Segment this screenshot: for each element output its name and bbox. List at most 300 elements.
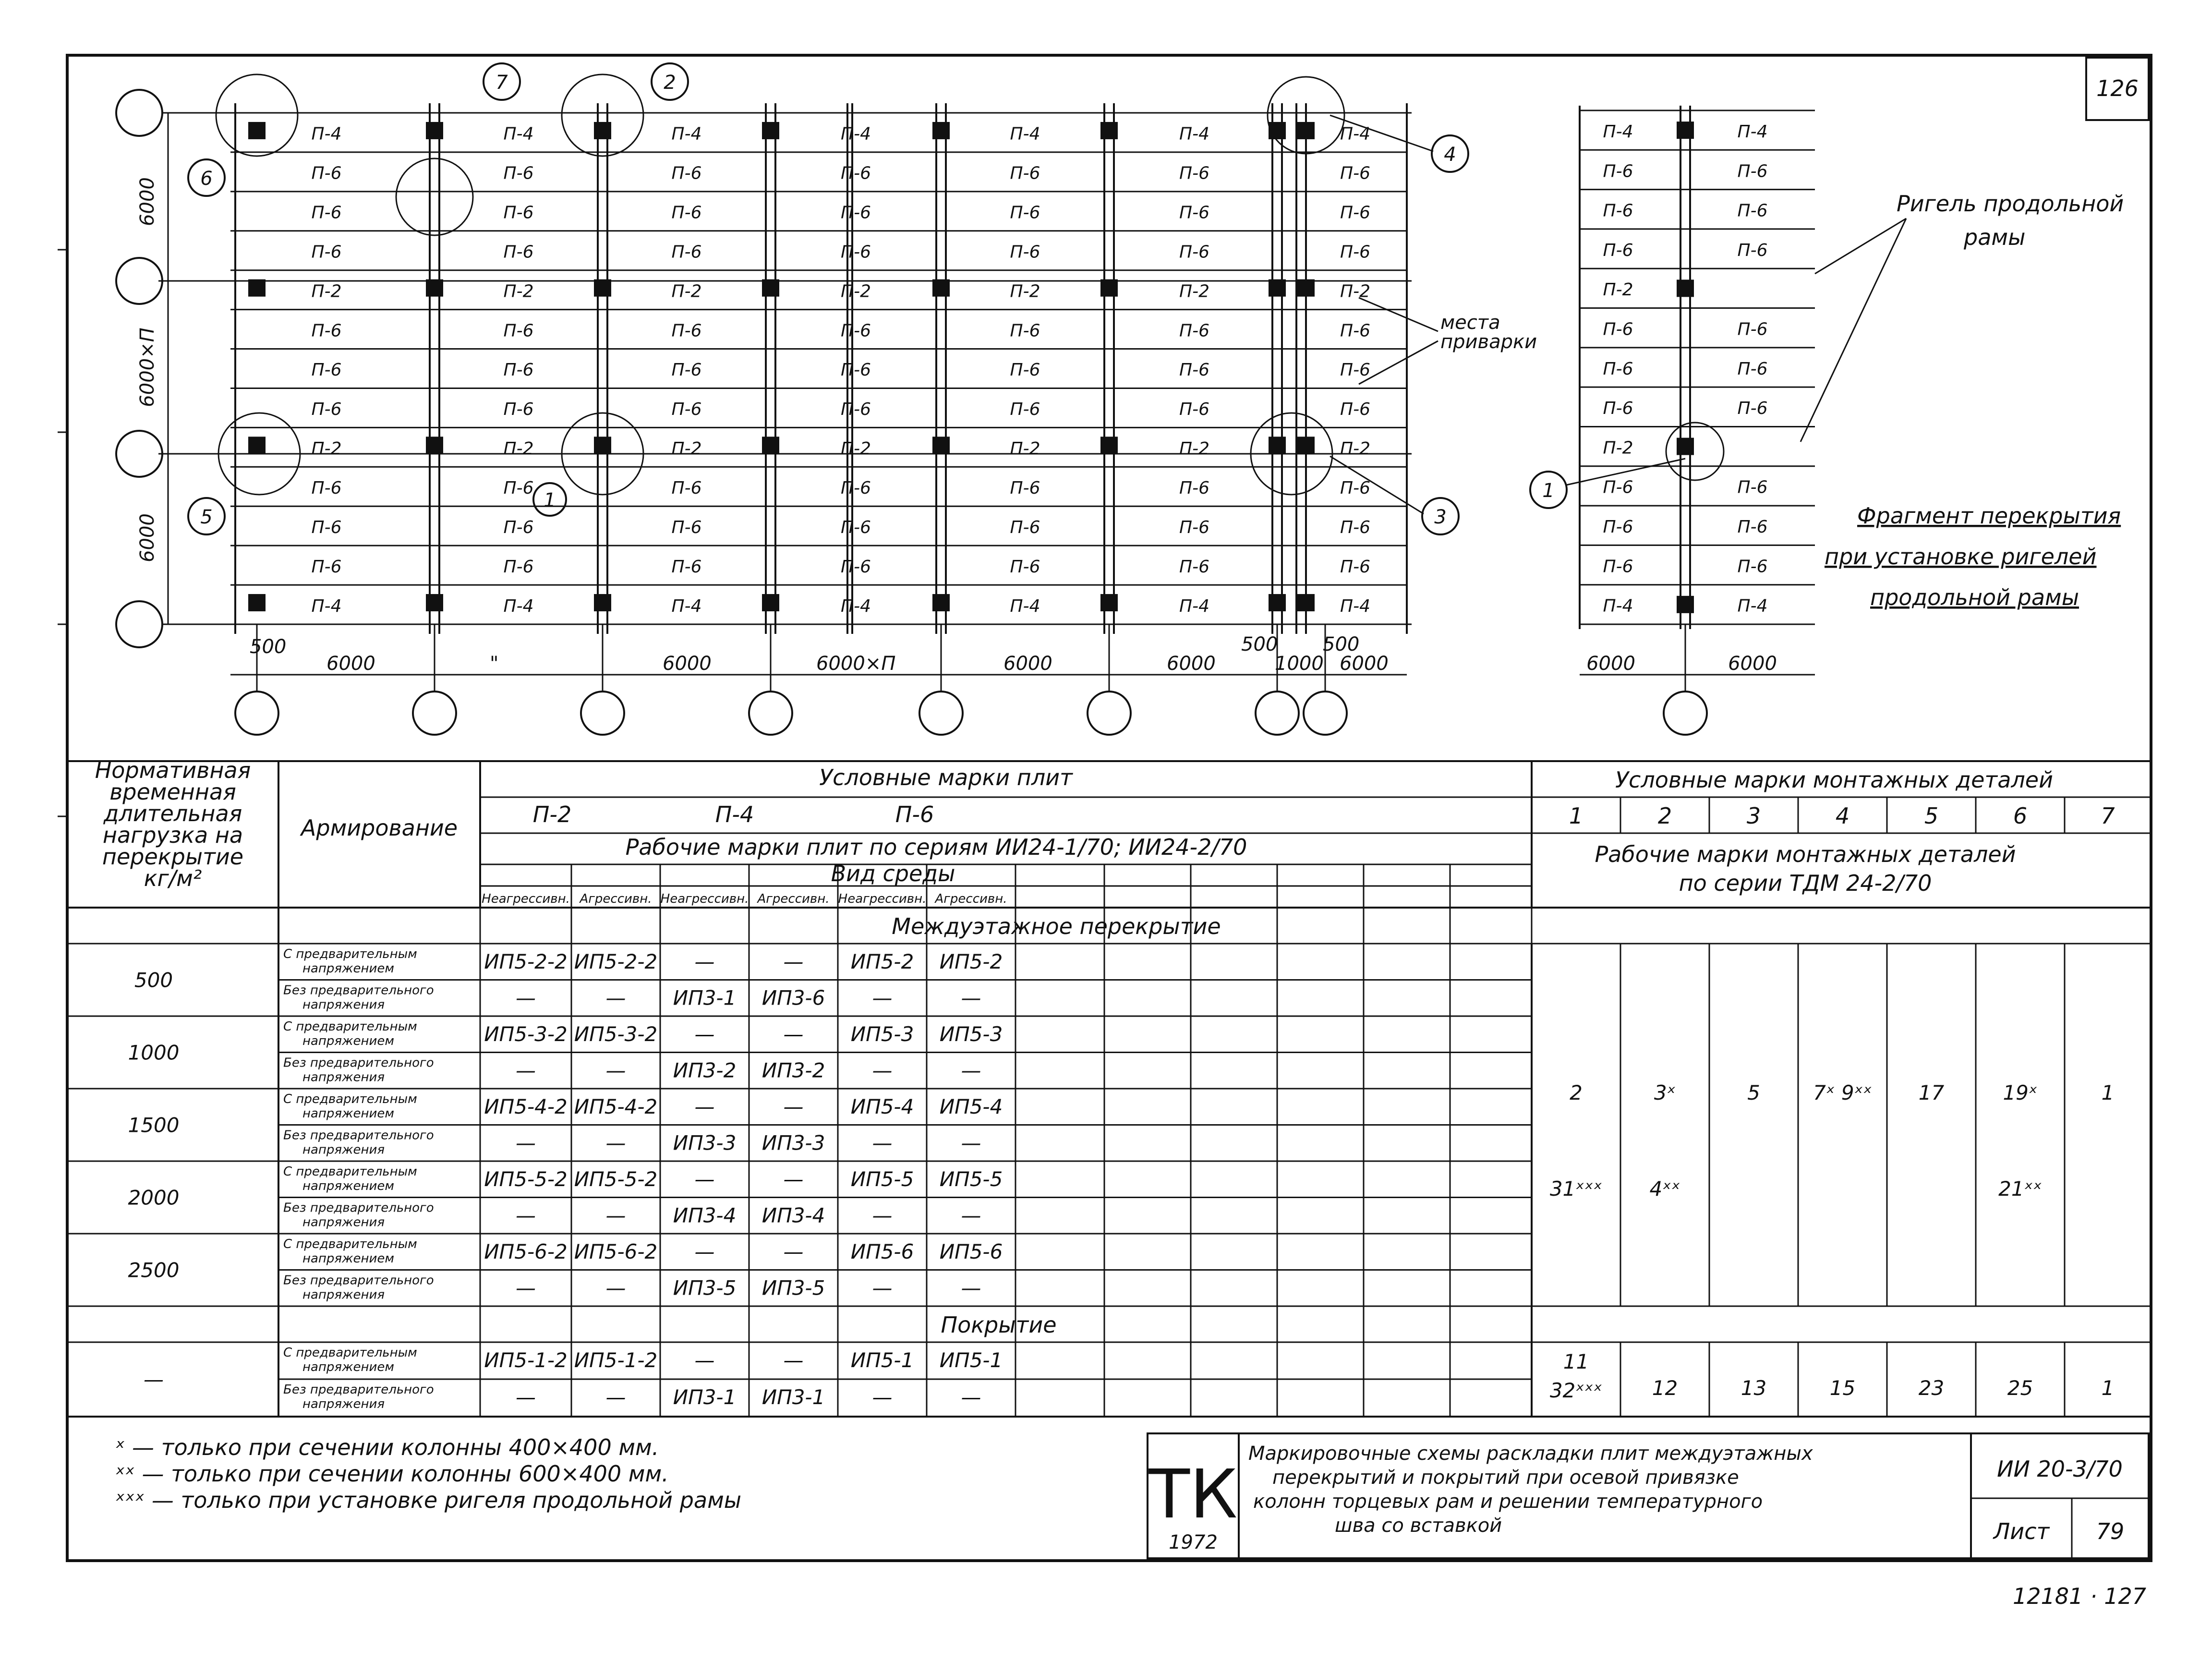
slab-mark: П-6 (841, 478, 871, 498)
slab-mark: П-6 (1010, 203, 1040, 223)
detail-mark-roof: 12 (1652, 1376, 1678, 1400)
cell-no: — (872, 1385, 893, 1409)
cell-no: ИП3-1 (673, 1385, 737, 1409)
arm-pre: напряжением (302, 1251, 395, 1266)
callout-5: 5 (200, 506, 213, 528)
cell-no: — (961, 1131, 981, 1155)
load-value: 500 (134, 968, 173, 992)
cell-no: — (872, 1203, 893, 1227)
fragment-slab-mark: П-6 (1737, 477, 1768, 497)
slab-mark: П-6 (1340, 321, 1370, 341)
h-env-col: Агрессивн. (580, 892, 652, 906)
title-line-4: шва со вставкой (1335, 1515, 1502, 1537)
dim-bottom: 500 (250, 636, 287, 658)
slab-mark: П-4 (503, 596, 534, 616)
column (1677, 121, 1694, 139)
slab-mark: П-2 (311, 439, 342, 459)
slab-mark: П-6 (671, 203, 702, 223)
cell-pre: — (694, 1348, 715, 1372)
detail-mark-roof: 25 (2007, 1376, 2033, 1400)
slab-mark: П-2 (1179, 439, 1209, 459)
cell-no: — (516, 986, 536, 1010)
fragment-dim: 6000 (1728, 653, 1777, 675)
callout-2: 2 (664, 72, 676, 94)
slab-mark: П-6 (841, 517, 871, 537)
arm-no: напряжения (302, 997, 385, 1012)
dim-bottom: 6000 (1167, 653, 1216, 675)
floor-fragment (1580, 106, 1815, 735)
slab-mark: П-4 (1179, 596, 1209, 616)
dim-bottom: 6000 (663, 653, 712, 675)
slab-mark: П-6 (841, 360, 871, 380)
slab-mark: П-6 (311, 163, 342, 183)
slab-mark: П-6 (1010, 557, 1040, 577)
fragment-slab-mark: П-6 (1737, 240, 1768, 260)
fragment-callout-1: 1 (1542, 480, 1555, 502)
arm-no: Без предварительного (283, 1055, 434, 1070)
h-plate-p6: П-6 (895, 801, 934, 827)
column (1297, 437, 1315, 454)
slab-mark: П-6 (503, 242, 534, 262)
cell-pre: ИП5-1-2 (574, 1348, 658, 1372)
column (248, 594, 266, 611)
column (426, 122, 443, 139)
slab-mark: П-6 (311, 517, 342, 537)
slab-mark: П-4 (311, 124, 342, 144)
detail-mark-roof: 13 (1741, 1376, 1767, 1400)
slab-mark: П-6 (671, 242, 702, 262)
cell-pre: — (783, 950, 804, 973)
detail-mark-roof: 11 (1563, 1350, 1589, 1373)
slab-mark: П-4 (841, 124, 871, 144)
cell-no: — (961, 1058, 981, 1082)
cell-no: ИП3-1 (762, 1385, 825, 1409)
arm-pre: напряжением (302, 1034, 395, 1048)
callout-3: 3 (1434, 506, 1447, 528)
fragment-slab-mark: П-6 (1603, 517, 1633, 537)
fragment-slab-mark: П-2 (1603, 280, 1633, 300)
slab-mark: П-6 (1179, 517, 1209, 537)
slab-mark: П-6 (841, 203, 871, 223)
slab-mark: П-6 (671, 360, 702, 380)
slab-mark: П-6 (1179, 242, 1209, 262)
column (248, 122, 266, 139)
load-value: 1000 (128, 1041, 180, 1065)
h-det-num: 2 (1657, 803, 1672, 829)
cell-pre: — (694, 1022, 715, 1046)
cell-no: ИП3-3 (762, 1131, 825, 1155)
h-det-num: 5 (1924, 803, 1939, 829)
cell-no: ИП3-5 (673, 1276, 737, 1300)
dim-bottom: 1000 (1275, 653, 1324, 675)
detail-mark: 7ˣ 9ˣˣ (1813, 1081, 1872, 1104)
sheet-label: Лист (1993, 1518, 2050, 1544)
beam-label-2: рамы (1964, 224, 2026, 250)
slab-mark: П-6 (503, 203, 534, 223)
slab-mark: П-6 (1179, 163, 1209, 183)
slab-mark: П-6 (311, 360, 342, 380)
cell-pre: ИП5-6 (939, 1240, 1003, 1263)
cell-pre: ИП5-4 (850, 1095, 914, 1118)
cell-pre: ИП5-5 (850, 1167, 914, 1191)
detail-mark: 4ˣˣ (1649, 1177, 1680, 1201)
arm-pre: напряжением (302, 1106, 395, 1121)
callout-1: 1 (544, 489, 556, 511)
column (932, 437, 950, 454)
dim-left-1: 6000 (136, 177, 158, 226)
beam-label-1: Ригель продольной (1897, 191, 2124, 217)
fragment-slab-mark: П-6 (1603, 240, 1633, 260)
h-load-6: кг/м² (144, 865, 202, 891)
slab-mark: П-6 (1010, 321, 1040, 341)
cell-pre: — (783, 1167, 804, 1191)
tk-year: 1972 (1169, 1531, 1218, 1553)
slab-mark: П-2 (841, 281, 871, 302)
fragment-slab-mark: П-6 (1737, 399, 1768, 419)
slab-mark: П-6 (841, 321, 871, 341)
fragment-slab-mark: П-6 (1737, 517, 1768, 537)
axis-circle (749, 691, 792, 735)
slab-mark: П-6 (671, 517, 702, 537)
column (1297, 279, 1315, 297)
h-arm: Армирование (301, 815, 458, 841)
arm-no: Без предварительного (283, 1273, 434, 1288)
cell-pre: ИП5-6 (850, 1240, 914, 1263)
title-line-2: перекрытий и покрытий при осевой привязке (1272, 1467, 1739, 1489)
detail-mark-roof: 1 (2101, 1376, 2115, 1400)
detail-mark-roof: 15 (1829, 1376, 1856, 1400)
tk-logo: ТК (1148, 1456, 1238, 1534)
column (426, 437, 443, 454)
fragment-slab-mark: П-6 (1603, 359, 1633, 379)
axis-circle (919, 691, 963, 735)
h-det-num: 3 (1746, 803, 1761, 829)
cell-no: ИП3-4 (762, 1203, 825, 1227)
axis-circle (116, 601, 162, 647)
cell-no: — (872, 1131, 893, 1155)
detail-mark: 1 (2101, 1081, 2115, 1104)
slab-mark: П-2 (1010, 281, 1040, 302)
cell-pre: — (783, 1095, 804, 1118)
note-1: ˣ — только при сечении колонны 400×400 мм. (115, 1434, 659, 1460)
slab-mark: П-6 (1179, 400, 1209, 420)
slab-mark: П-6 (311, 203, 342, 223)
column (762, 122, 779, 139)
cell-pre: — (694, 1095, 715, 1118)
cell-pre: ИП5-2 (939, 950, 1003, 973)
cell-pre: ИП5-3 (850, 1022, 914, 1046)
column (248, 437, 266, 454)
cell-no: ИП3-6 (762, 986, 825, 1010)
cell-pre: ИП5-4-2 (484, 1095, 568, 1118)
column (594, 594, 611, 611)
column (594, 122, 611, 139)
slab-mark: П-6 (1340, 242, 1370, 262)
note-2: ˣˣ — только при сечении колонны 600×400 мм. (115, 1461, 669, 1487)
callout-6: 6 (200, 168, 213, 190)
cell-pre: ИП5-3 (939, 1022, 1003, 1046)
arm-no: напряжения (302, 1142, 385, 1157)
cell-no: — (605, 1058, 626, 1082)
column (426, 279, 443, 297)
column (932, 594, 950, 611)
title-line-1: Маркировочные схемы раскладки плит междуэтажных (1248, 1443, 1813, 1465)
h-plate-p2: П-2 (532, 801, 572, 827)
slab-mark: П-6 (671, 478, 702, 498)
dim-bottom: 6000 (326, 653, 375, 675)
arm-no: Без предварительного (283, 1383, 434, 1397)
slab-mark: П-6 (1010, 400, 1040, 420)
slab-mark: П-6 (671, 400, 702, 420)
h-marks: Условные марки плит (819, 764, 1073, 790)
cell-pre: — (783, 1240, 804, 1263)
cell-no: — (872, 1058, 893, 1082)
arm-pre: напряжением (302, 1360, 395, 1374)
weld-label-1: места (1440, 312, 1500, 334)
dim-bottom: 6000 (1003, 653, 1052, 675)
slab-mark: П-6 (1179, 360, 1209, 380)
column (1677, 438, 1694, 455)
slab-mark: П-6 (1340, 203, 1370, 223)
cell-no: — (872, 1276, 893, 1300)
dim-left-2: 6000×П (136, 328, 158, 407)
cell-no: — (516, 1131, 536, 1155)
load-value: 2000 (128, 1186, 180, 1210)
slab-mark: П-4 (841, 596, 871, 616)
column (1269, 594, 1286, 611)
cell-pre: ИП5-1-2 (484, 1348, 568, 1372)
slab-mark: П-6 (503, 400, 534, 420)
fragment-caption-3: продольной рамы (1870, 584, 2079, 610)
slab-mark: П-6 (841, 163, 871, 183)
cell-pre: ИП5-2-2 (574, 950, 658, 973)
slab-mark: П-2 (1340, 281, 1370, 302)
arm-no: напряжения (302, 1070, 385, 1085)
fragment-slab-mark: П-6 (1737, 201, 1768, 221)
detail-mark: 19ˣ (2003, 1081, 2038, 1104)
dim-bottom: 6000 (1340, 653, 1389, 675)
arm-no: напряжения (302, 1397, 385, 1411)
h-load-5: перекрытие (102, 844, 244, 870)
axis-circle (116, 431, 162, 477)
fragment-caption-1: Фрагмент перекрытия (1857, 503, 2121, 529)
cell-pre: ИП5-5-2 (574, 1167, 658, 1191)
column (932, 279, 950, 297)
cell-no: — (961, 1276, 981, 1300)
detail-mark-roof: 32ˣˣˣ (1549, 1379, 1603, 1402)
slab-mark: П-6 (1340, 360, 1370, 380)
fragment-slab-mark: П-4 (1737, 121, 1768, 142)
slab-mark: П-6 (671, 321, 702, 341)
cell-pre: ИП5-3-2 (574, 1022, 658, 1046)
cell-pre: ИП5-4-2 (574, 1095, 658, 1118)
h-det: Условные марки монтажных деталей (1615, 767, 2053, 793)
slab-mark: П-6 (1010, 360, 1040, 380)
cell-pre: ИП5-3-2 (484, 1022, 568, 1046)
arm-pre: С предварительным (283, 1237, 417, 1251)
arm-pre: С предварительным (283, 1019, 417, 1034)
fragment-slab-mark: П-4 (1603, 596, 1633, 616)
cell-no: — (516, 1058, 536, 1082)
detail-mark: 17 (1918, 1081, 1945, 1104)
dim-bottom: 500 (1241, 633, 1278, 655)
slab-mark: П-6 (841, 242, 871, 262)
column (1677, 596, 1694, 613)
column (1269, 279, 1286, 297)
slab-mark: П-6 (311, 321, 342, 341)
arm-pre: напряжением (302, 1179, 395, 1193)
fragment-slab-mark: П-6 (1737, 161, 1768, 182)
fragment-slab-mark: П-6 (1603, 161, 1633, 182)
series-code: ИИ 20-3/70 (1997, 1456, 2123, 1482)
column (426, 594, 443, 611)
cell-pre: — (694, 950, 715, 973)
fragment-caption-2: при установке ригелей (1825, 544, 2097, 570)
cell-pre: ИП5-1 (939, 1348, 1003, 1372)
fragment-slab-mark: П-4 (1737, 596, 1768, 616)
h-det-num: 4 (1835, 803, 1850, 829)
slab-mark: П-6 (503, 478, 534, 498)
slab-mark: П-6 (671, 163, 702, 183)
h-env-col: Неагрессивн. (482, 892, 570, 906)
cell-no: — (605, 1276, 626, 1300)
fragment-slab-mark: П-6 (1737, 319, 1768, 340)
arm-pre: С предварительным (283, 1346, 417, 1360)
fragment-slab-mark: П-6 (1603, 319, 1633, 340)
slab-mark: П-4 (1010, 596, 1040, 616)
slab-mark: П-2 (1010, 439, 1040, 459)
slab-mark: П-4 (1340, 596, 1370, 616)
slab-mark: П-6 (503, 321, 534, 341)
h-load-3: длительная (103, 801, 242, 826)
cell-no: — (516, 1385, 536, 1409)
slab-mark: П-6 (1340, 517, 1370, 537)
cell-no: ИП3-1 (673, 986, 737, 1010)
cell-pre: ИП5-6-2 (574, 1240, 658, 1263)
h-env-col: Агрессивн. (757, 892, 830, 906)
h-det-working-1: Рабочие марки монтажных деталей (1595, 841, 2016, 867)
cell-pre: — (694, 1240, 715, 1263)
slab-mark: П-4 (1010, 124, 1040, 144)
slab-mark: П-6 (1179, 557, 1209, 577)
slab-mark: П-6 (311, 478, 342, 498)
axis-circle (1256, 691, 1299, 735)
cell-no: — (872, 986, 893, 1010)
column (1269, 437, 1286, 454)
slab-mark: П-2 (311, 281, 342, 302)
slab-layout-plan (163, 103, 1412, 634)
cell-no: — (516, 1203, 536, 1227)
cell-no: — (605, 1385, 626, 1409)
fragment-slab-mark: П-6 (1603, 399, 1633, 419)
column (932, 122, 950, 139)
slab-mark: П-2 (503, 439, 534, 459)
h-det-working-2: по серии ТДМ 24-2/70 (1679, 870, 1932, 896)
slab-mark: П-6 (1179, 321, 1209, 341)
dim-left-3: 6000 (136, 513, 158, 562)
slab-mark: П-6 (1340, 400, 1370, 420)
slab-mark: П-4 (503, 124, 534, 144)
cell-pre: ИП5-1 (850, 1348, 914, 1372)
callout-4: 4 (1444, 144, 1456, 166)
slab-mark: П-2 (841, 439, 871, 459)
h-working: Рабочие марки плит по сериям ИИ24-1/70; ИИ24-2/70 (625, 834, 1247, 860)
column (762, 437, 779, 454)
title-block (1148, 1433, 2149, 1558)
slab-mark: П-6 (503, 163, 534, 183)
axis-circle (1088, 691, 1131, 735)
slab-mark: П-6 (311, 557, 342, 577)
cell-no: — (605, 1131, 626, 1155)
slab-mark: П-6 (1010, 478, 1040, 498)
detail-mark-roof: 23 (1918, 1376, 1945, 1400)
cell-pre: ИП5-2-2 (484, 950, 568, 973)
cell-pre: ИП5-6-2 (484, 1240, 568, 1263)
column (1100, 122, 1118, 139)
fragment-slab-mark: П-6 (1603, 201, 1633, 221)
column (762, 279, 779, 297)
axis-circle (116, 90, 162, 136)
cell-no: — (605, 986, 626, 1010)
h-load-2: временная (109, 779, 236, 805)
bottom-axis-circles (235, 624, 1347, 735)
arm-pre: С предварительным (283, 947, 417, 961)
slab-mark: П-2 (1179, 281, 1209, 302)
slab-mark: П-6 (1010, 163, 1040, 183)
cell-no: ИП3-2 (762, 1058, 825, 1082)
footnotes (115, 1434, 741, 1513)
column (248, 279, 266, 297)
cell-pre: ИП5-2 (850, 950, 914, 973)
h-env: Вид среды (831, 861, 955, 886)
cell-no: — (961, 986, 981, 1010)
sheet-number: 126 (2096, 75, 2139, 101)
detail-mark: 31ˣˣˣ (1549, 1177, 1603, 1201)
arm-no: Без предварительного (283, 1201, 434, 1215)
column (1100, 594, 1118, 611)
cell-pre: ИП5-4 (939, 1095, 1003, 1118)
column (762, 594, 779, 611)
slab-mark: П-6 (1179, 203, 1209, 223)
title-line-3: колонн торцевых рам и решении температурного (1253, 1491, 1763, 1513)
section-floor: Междуэтажное перекрытие (892, 913, 1221, 939)
cell-no: — (961, 1385, 981, 1409)
arm-pre: С предварительным (283, 1092, 417, 1106)
callout-7: 7 (496, 72, 508, 94)
slab-mark: П-6 (311, 242, 342, 262)
column (594, 279, 611, 297)
h-det-num: 1 (1569, 803, 1583, 829)
axis-circle (413, 691, 456, 735)
column (594, 437, 611, 454)
slab-mark: П-4 (671, 596, 702, 616)
h-load-1: Нормативная (95, 757, 251, 783)
weld-label-2: приварки (1440, 331, 1537, 353)
note-3: ˣˣˣ — только при установке ригеля продольной рамы (115, 1487, 742, 1513)
slab-mark: П-6 (841, 400, 871, 420)
slab-mark: П-6 (1010, 517, 1040, 537)
cell-pre: ИП5-5 (939, 1167, 1003, 1191)
slab-mark: П-4 (1179, 124, 1209, 144)
slab-mark: П-6 (503, 360, 534, 380)
slab-mark: П-6 (1010, 242, 1040, 262)
h-det-num: 6 (2013, 803, 2028, 829)
cell-pre: — (783, 1348, 804, 1372)
column (1677, 279, 1694, 297)
cell-no: ИП3-5 (762, 1276, 825, 1300)
dim-bottom: 6000×П (816, 653, 896, 675)
h-load-4: нагрузка на (102, 822, 243, 848)
